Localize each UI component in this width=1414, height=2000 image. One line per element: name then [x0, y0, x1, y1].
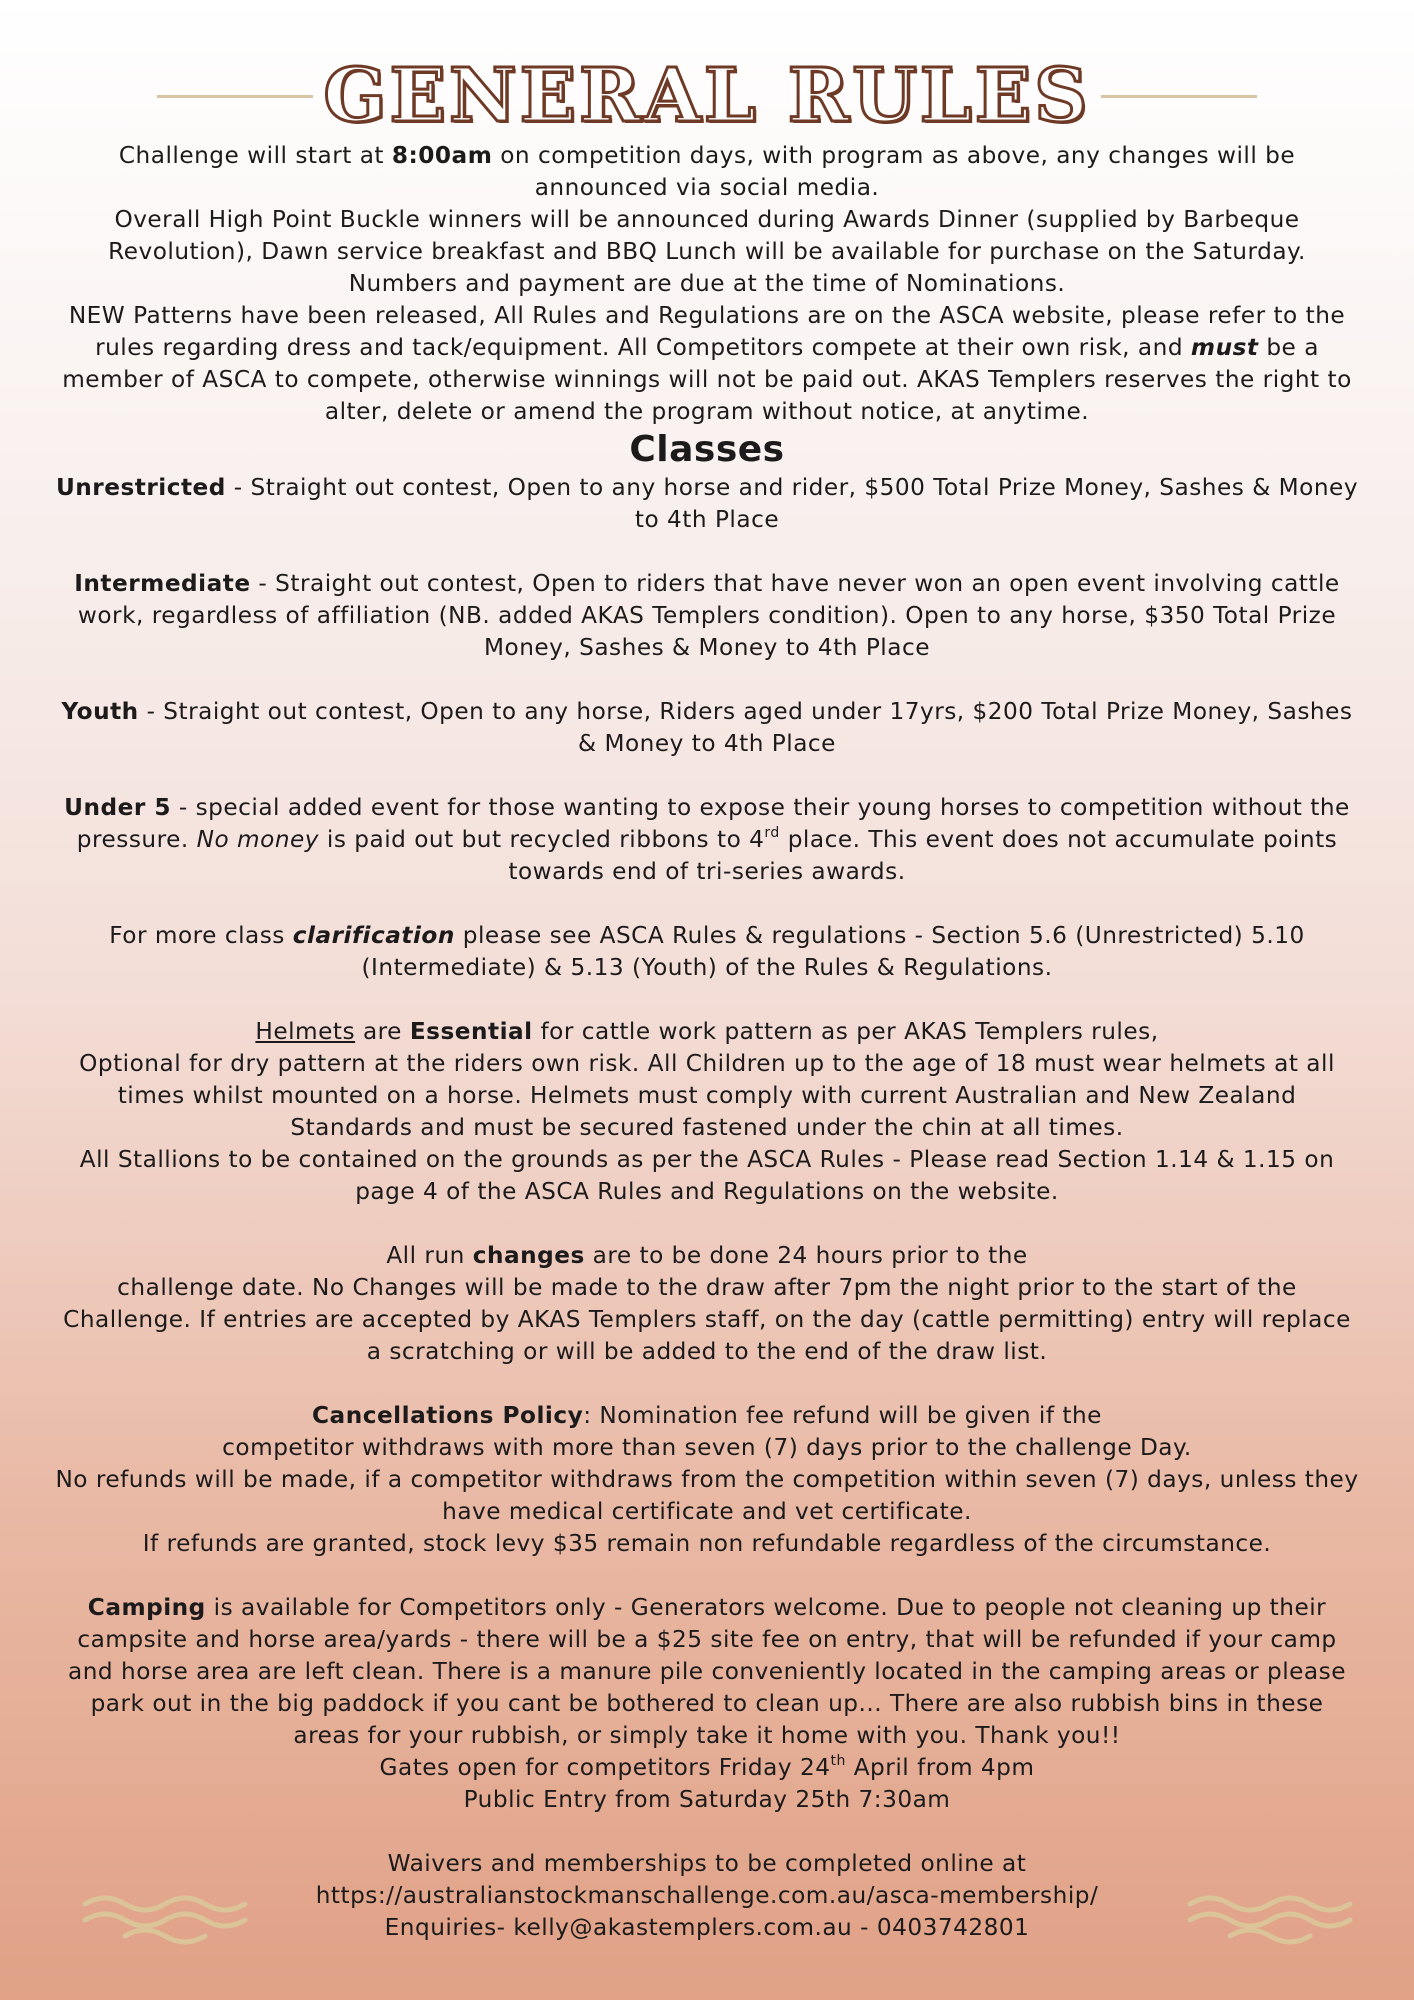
class-name: Youth	[61, 698, 139, 725]
helmets-text-end: for cattle work pattern as per AKAS Templers rules,	[532, 1018, 1159, 1045]
title-row	[0, 53, 1414, 139]
class-description: - special added event for those wanting to expose their young horses to competition without the pressure.	[76, 794, 1350, 853]
gates-line	[55, 1752, 1359, 1784]
clarification-emphasis: clarification	[292, 922, 455, 949]
patterns-paragraph	[55, 300, 1359, 428]
title-right-line	[1101, 95, 1257, 98]
gates-text-end: April from 4pm	[845, 1754, 1035, 1781]
class-youth	[55, 696, 1359, 760]
ordinal-suffix: th	[830, 1753, 846, 1769]
awards-paragraph: Overall High Point Buckle winners will be announced during Awards Dinner (supplied by Barbeque Revolution), Dawn service breakfast and BBQ Lunch will be available for purchase on the Saturday.	[108, 206, 1306, 265]
patterns-text: NEW Patterns have been released, All Rules and Regulations are on the ASCA website, please refer to the rules regarding dress and tack/equipment. All Competitors compete at their own risk, and	[68, 302, 1346, 361]
public-entry-line: Public Entry from Saturday 25th 7:30am	[463, 1786, 951, 1813]
camping-paragraph	[55, 1592, 1359, 1752]
start-time-paragraph	[55, 140, 1359, 204]
class-description-cont: is paid out but recycled ribbons to 4	[319, 826, 765, 853]
class-under5	[55, 792, 1359, 888]
patterns-text-end: be a member of ASCA to compete, otherwise winnings will not be paid out. AKAS Templers reserves the right to alter, delete or amend the program without notice, at anytime.	[62, 334, 1352, 425]
class-description: - Straight out contest, Open to any horse, Riders aged under 17yrs, $200 Total Prize Money, Sashes & Money to 4th Place	[138, 698, 1353, 757]
class-intermediate	[55, 568, 1359, 664]
helmets-details: Optional for dry pattern at the riders own risk. All Children up to the age of 18 must wear helmets at all times whilst mounted on a horse. Helmets must comply with current Australian and New Zealand Standards and must be secured fastened under the chin at all times.	[79, 1050, 1335, 1141]
helmets-paragraph	[55, 1016, 1359, 1048]
changes-heading-line	[55, 1240, 1359, 1272]
class-name: Intermediate	[74, 570, 251, 597]
enquiries-line[interactable]: Enquiries- kelly@akastemplers.com.au - 0403742801	[384, 1914, 1030, 1941]
changes-text-end: are to be done 24 hours prior to the	[584, 1242, 1028, 1269]
changes-emphasis: changes	[472, 1242, 585, 1269]
class-description-end: place. This event does not accumulate points towards end of tri-series awards.	[508, 826, 1338, 885]
cancellations-text: : Nomination fee refund will be given if the	[583, 1402, 1102, 1429]
helmets-text: are	[355, 1018, 410, 1045]
page-title: GENERAL RULES	[323, 53, 1091, 139]
start-text-end: on competition days, with program as above, any changes will be announced via social media.	[492, 142, 1296, 201]
start-text: Challenge will start at	[118, 142, 392, 169]
no-money-emphasis: No money	[196, 826, 320, 853]
essential-emphasis: Essential	[409, 1018, 533, 1045]
class-description: - Straight out contest, Open to any horse and rider, $500 Total Prize Money, Sashes & Money to 4th Place	[225, 474, 1359, 533]
must-emphasis: must	[1190, 334, 1259, 361]
cancellations-heading-line	[55, 1400, 1359, 1432]
classes-heading: Classes	[629, 429, 785, 470]
clarification-text-end: please see ASCA Rules & regulations - Section 5.6 (Unrestricted) 5.10 (Intermediate) & 5.13 (Youth) of the Rules & Regulations.	[361, 922, 1305, 981]
wave-ornament-left-icon	[80, 1888, 250, 1948]
cancellations-line-2: competitor withdraws with more than seven (7) days prior to the challenge Day.	[222, 1434, 1192, 1461]
class-name: Unrestricted	[55, 474, 226, 501]
camping-label: Camping	[87, 1594, 206, 1621]
clarification-text: For more class	[109, 922, 293, 949]
helmets-label: Helmets	[255, 1018, 356, 1045]
class-description: - Straight out contest, Open to riders that have never won an open event involving cattle work, regardless of affiliation (NB. added AKAS Templers condition). Open to any horse, $350 Total Prize Money, Sashes & Money to 4th Place	[77, 570, 1340, 661]
camping-text: is available for Competitors only - Generators welcome. Due to people not cleaning up their campsite and horse area/yards - there will be a $25 site fee on entry, that will be refunded if your camp and horse area are left clean. There is a manure pile conveniently located in the camping areas or please park out in the big paddock if you cant be bothered to clean up... There are also rubbish bins in these areas for your rubbish, or simply take it home with you. Thank you!!	[68, 1594, 1346, 1749]
cancellations-label: Cancellations Policy	[312, 1402, 584, 1429]
wave-ornament-right-icon	[1185, 1888, 1355, 1948]
gates-text: Gates open for competitors Friday 24	[379, 1754, 831, 1781]
class-unrestricted	[55, 472, 1359, 536]
changes-details: challenge date. No Changes will be made to the draw after 7pm the night prior to the start of the Challenge. If entries are accepted by AKAS Templers staff, on the day (cattle permitting) entry will replace a scratching or will be added to the end of the draw list.	[63, 1274, 1351, 1365]
clarification-paragraph	[55, 920, 1359, 984]
start-time: 8:00am	[391, 142, 493, 169]
membership-url[interactable]: https://australianstockmanschallenge.com.au/asca-membership/	[315, 1882, 1099, 1909]
title-left-line	[157, 95, 313, 98]
payment-paragraph: Numbers and payment are due at the time of Nominations.	[348, 270, 1066, 297]
cancellations-line-3: No refunds will be made, if a competitor withdraws from the competition within seven (7) days, unless they have medical certificate and vet certificate.	[55, 1466, 1359, 1525]
cancellations-line-4: If refunds are granted, stock levy $35 remain non refundable regardless of the circumstance.	[142, 1530, 1272, 1557]
waivers-line: Waivers and memberships to be completed online at	[387, 1850, 1027, 1877]
stallions-paragraph: All Stallions to be contained on the grounds as per the ASCA Rules - Please read Section 1.14 & 1.15 on page 4 of the ASCA Rules and Regulations on the website.	[79, 1146, 1335, 1205]
changes-text: All run	[386, 1242, 473, 1269]
ordinal-suffix: rd	[764, 825, 780, 841]
rules-content	[55, 140, 1359, 1944]
class-name: Under 5	[64, 794, 171, 821]
